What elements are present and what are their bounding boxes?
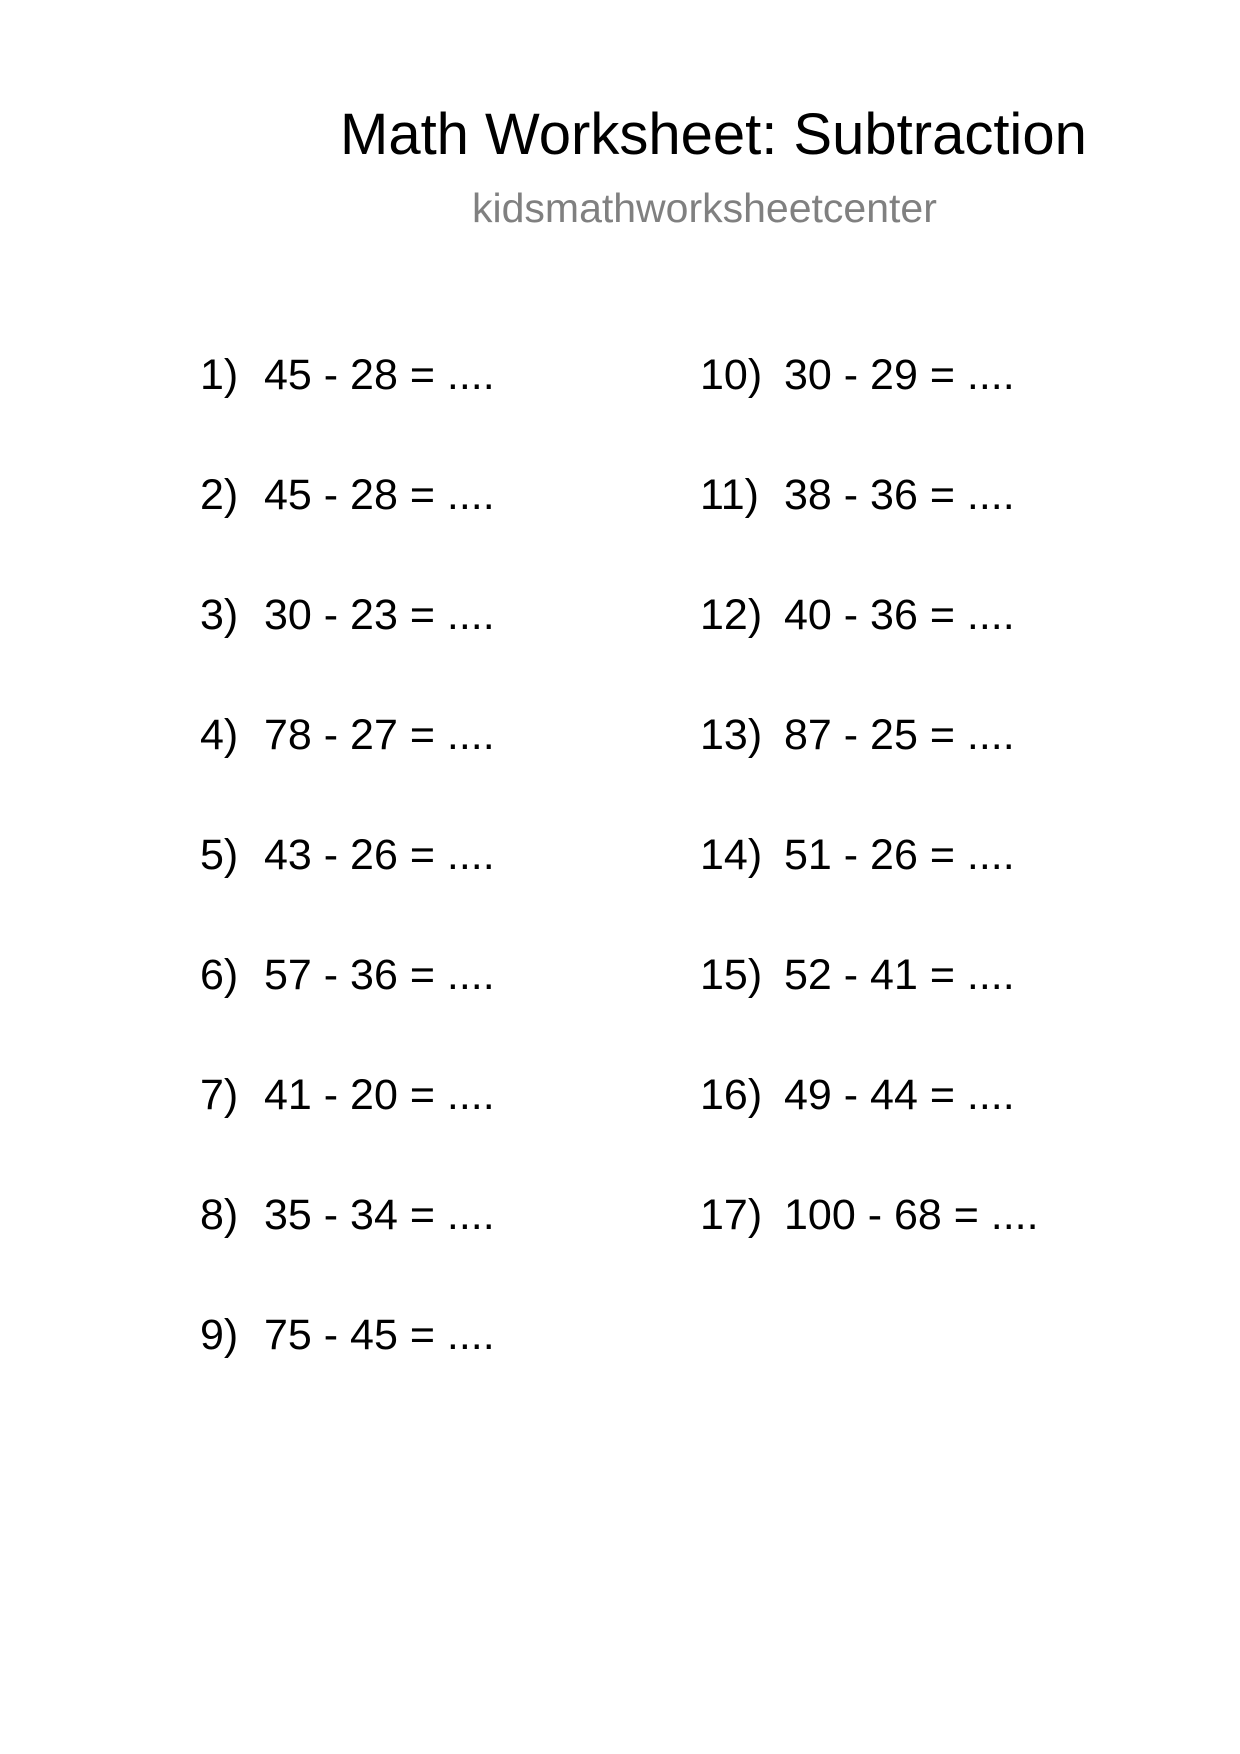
problem-column-right: [700, 345, 1180, 1305]
problem-expression: 43 - 26 = ....: [264, 831, 495, 879]
problem-item: [200, 705, 640, 825]
problem-item: [700, 705, 1180, 825]
problem-expression: 35 - 34 = ....: [264, 1191, 495, 1239]
problem-number: 7): [200, 1071, 239, 1119]
problem-expression: 52 - 41 = ....: [784, 951, 1015, 999]
problem-expression: 30 - 23 = ....: [264, 591, 495, 639]
worksheet-title: Math Worksheet: Subtraction: [340, 102, 1087, 167]
problem-item: [700, 825, 1180, 945]
problem-number: 14): [700, 831, 763, 879]
problem-expression: 78 - 27 = ....: [264, 711, 495, 759]
problem-item: [700, 1185, 1180, 1305]
problem-item: [200, 1305, 640, 1425]
problem-number: 2): [200, 471, 239, 519]
problem-item: [200, 945, 640, 1065]
problem-expression: 49 - 44 = ....: [784, 1071, 1015, 1119]
problem-item: [700, 345, 1180, 465]
problem-number: 4): [200, 711, 239, 759]
problem-number: 3): [200, 591, 239, 639]
problem-number: 6): [200, 951, 239, 999]
problem-expression: 75 - 45 = ....: [264, 1311, 495, 1359]
problem-item: [200, 585, 640, 705]
problem-item: [700, 585, 1180, 705]
problem-expression: 45 - 28 = ....: [264, 351, 495, 399]
problem-expression: 45 - 28 = ....: [264, 471, 495, 519]
problem-expression: 30 - 29 = ....: [784, 351, 1015, 399]
problem-number: 10): [700, 351, 763, 399]
worksheet-source: kidsmathworksheetcenter: [472, 185, 937, 231]
problem-number: 1): [200, 351, 239, 399]
problem-expression: 51 - 26 = ....: [784, 831, 1015, 879]
problem-expression: 38 - 36 = ....: [784, 471, 1015, 519]
problem-number: 17): [700, 1191, 763, 1239]
problem-expression: 40 - 36 = ....: [784, 591, 1015, 639]
problem-expression: 87 - 25 = ....: [784, 711, 1015, 759]
problem-item: [700, 945, 1180, 1065]
problem-number: 13): [700, 711, 763, 759]
problem-number: 12): [700, 591, 763, 639]
problem-item: [200, 465, 640, 585]
problem-item: [200, 1185, 640, 1305]
problem-item: [700, 465, 1180, 585]
problem-number: 5): [200, 831, 239, 879]
problem-number: 8): [200, 1191, 239, 1239]
problem-number: 16): [700, 1071, 763, 1119]
problem-number: 11): [700, 471, 759, 519]
problem-column-left: [200, 345, 640, 1425]
problem-item: [200, 345, 640, 465]
problem-expression: 41 - 20 = ....: [264, 1071, 495, 1119]
problem-expression: 100 - 68 = ....: [784, 1191, 1039, 1239]
problem-item: [700, 1065, 1180, 1185]
problem-expression: 57 - 36 = ....: [264, 951, 495, 999]
problem-number: 9): [200, 1311, 239, 1359]
problem-item: [200, 1065, 640, 1185]
problem-item: [200, 825, 640, 945]
problem-number: 15): [700, 951, 763, 999]
